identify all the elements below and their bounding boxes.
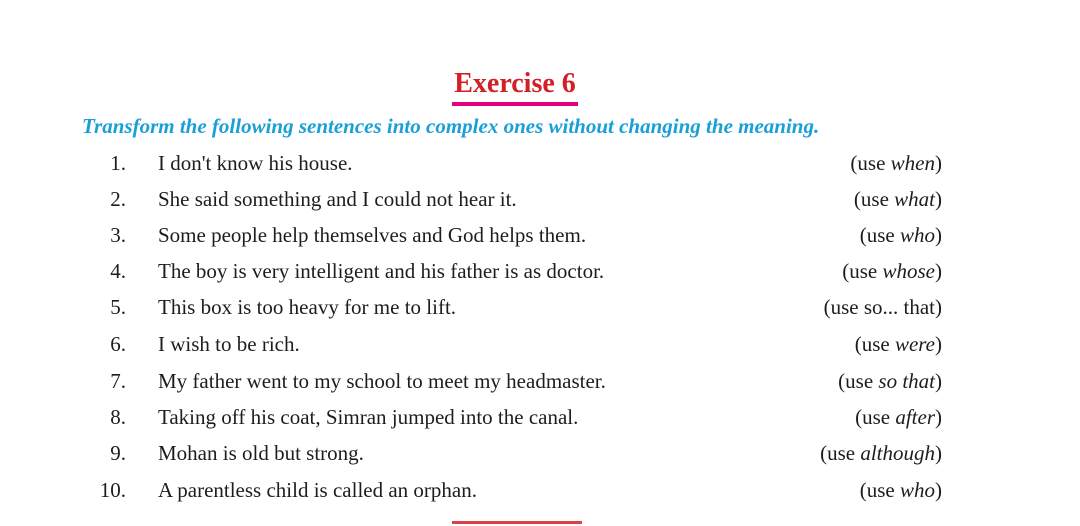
hint-suffix: ) — [935, 405, 942, 429]
question-text: I wish to be rich. — [158, 332, 300, 356]
question-row — [0, 292, 1080, 322]
question-hint — [855, 329, 942, 359]
exercise-instruction: Transform the following sentences into complex ones without changing the meaning. — [82, 114, 820, 138]
hint-prefix: (use — [820, 441, 861, 465]
question-number: 9. — [110, 441, 126, 465]
hint-prefix: (use — [853, 187, 895, 211]
hint-prefix: (use — [855, 405, 896, 429]
hint-word: were — [894, 332, 935, 356]
hint-word: so that — [878, 369, 935, 393]
question-hint — [824, 292, 942, 322]
question-hint — [838, 366, 942, 396]
hint-suffix: ) — [935, 478, 942, 502]
question-number: 3. — [110, 223, 126, 247]
hint-suffix: ) — [935, 332, 942, 356]
question-hint — [820, 438, 942, 468]
question-text: The boy is very intelligent and his father is as doctor. — [158, 259, 605, 283]
exercise-heading — [0, 68, 1030, 106]
question-row — [0, 148, 1080, 178]
hint-word: although — [860, 441, 935, 465]
question-number: 1. — [110, 151, 126, 175]
hint-word: who — [899, 223, 935, 247]
hint-prefix: (use — [854, 332, 895, 356]
hint-suffix: ) — [935, 187, 942, 211]
hint-suffix: ) — [935, 441, 942, 465]
hint-word: what — [894, 187, 935, 211]
hint-word: whose — [882, 259, 935, 283]
question-text: Some people help themselves and God helps them. — [158, 223, 587, 247]
hint-prefix: (use so... that) — [823, 295, 942, 319]
hint-word: when — [890, 151, 935, 175]
question-text: My father went to my school to meet my headmaster. — [158, 369, 606, 393]
question-row — [0, 366, 1080, 396]
question-hint — [855, 402, 942, 432]
question-row — [0, 329, 1080, 359]
question-row — [0, 184, 1080, 214]
question-number: 6. — [110, 332, 126, 356]
question-number: 5. — [110, 295, 126, 319]
exercise-title: Exercise 6 — [452, 68, 578, 106]
hint-word: after — [895, 405, 935, 429]
question-row — [0, 256, 1080, 286]
question-number: 7. — [110, 369, 126, 393]
question-hint — [860, 475, 942, 505]
hint-suffix: ) — [935, 259, 942, 283]
hint-suffix: ) — [935, 369, 942, 393]
question-number: 2. — [110, 187, 126, 211]
question-row — [0, 402, 1080, 432]
question-hint — [854, 184, 942, 214]
question-number: 4. — [110, 259, 126, 283]
question-row — [0, 438, 1080, 468]
question-row — [0, 220, 1080, 250]
question-text: A parentless child is called an orphan. — [158, 478, 477, 502]
question-hint — [860, 220, 942, 250]
hint-prefix: (use — [859, 478, 900, 502]
hint-suffix: ) — [935, 151, 942, 175]
hint-prefix: (use — [859, 223, 900, 247]
question-number: 8. — [110, 405, 126, 429]
hint-word: who — [899, 478, 935, 502]
question-text: She said something and I could not hear it. — [158, 187, 517, 211]
question-text: I don't know his house. — [158, 151, 353, 175]
hint-prefix: (use — [838, 369, 879, 393]
hint-prefix: (use — [850, 151, 891, 175]
question-text: This box is too heavy for me to lift. — [158, 295, 457, 319]
question-hint — [850, 148, 942, 178]
question-hint — [842, 256, 942, 286]
question-text: Mohan is old but strong. — [158, 441, 364, 465]
hint-suffix: ) — [935, 223, 942, 247]
next-exercise-heading-cropped — [452, 519, 582, 526]
question-number: 10. — [99, 478, 126, 502]
hint-prefix: (use — [842, 259, 883, 283]
question-row — [0, 475, 1080, 505]
question-text: Taking off his coat, Simran jumped into the canal. — [158, 405, 579, 429]
